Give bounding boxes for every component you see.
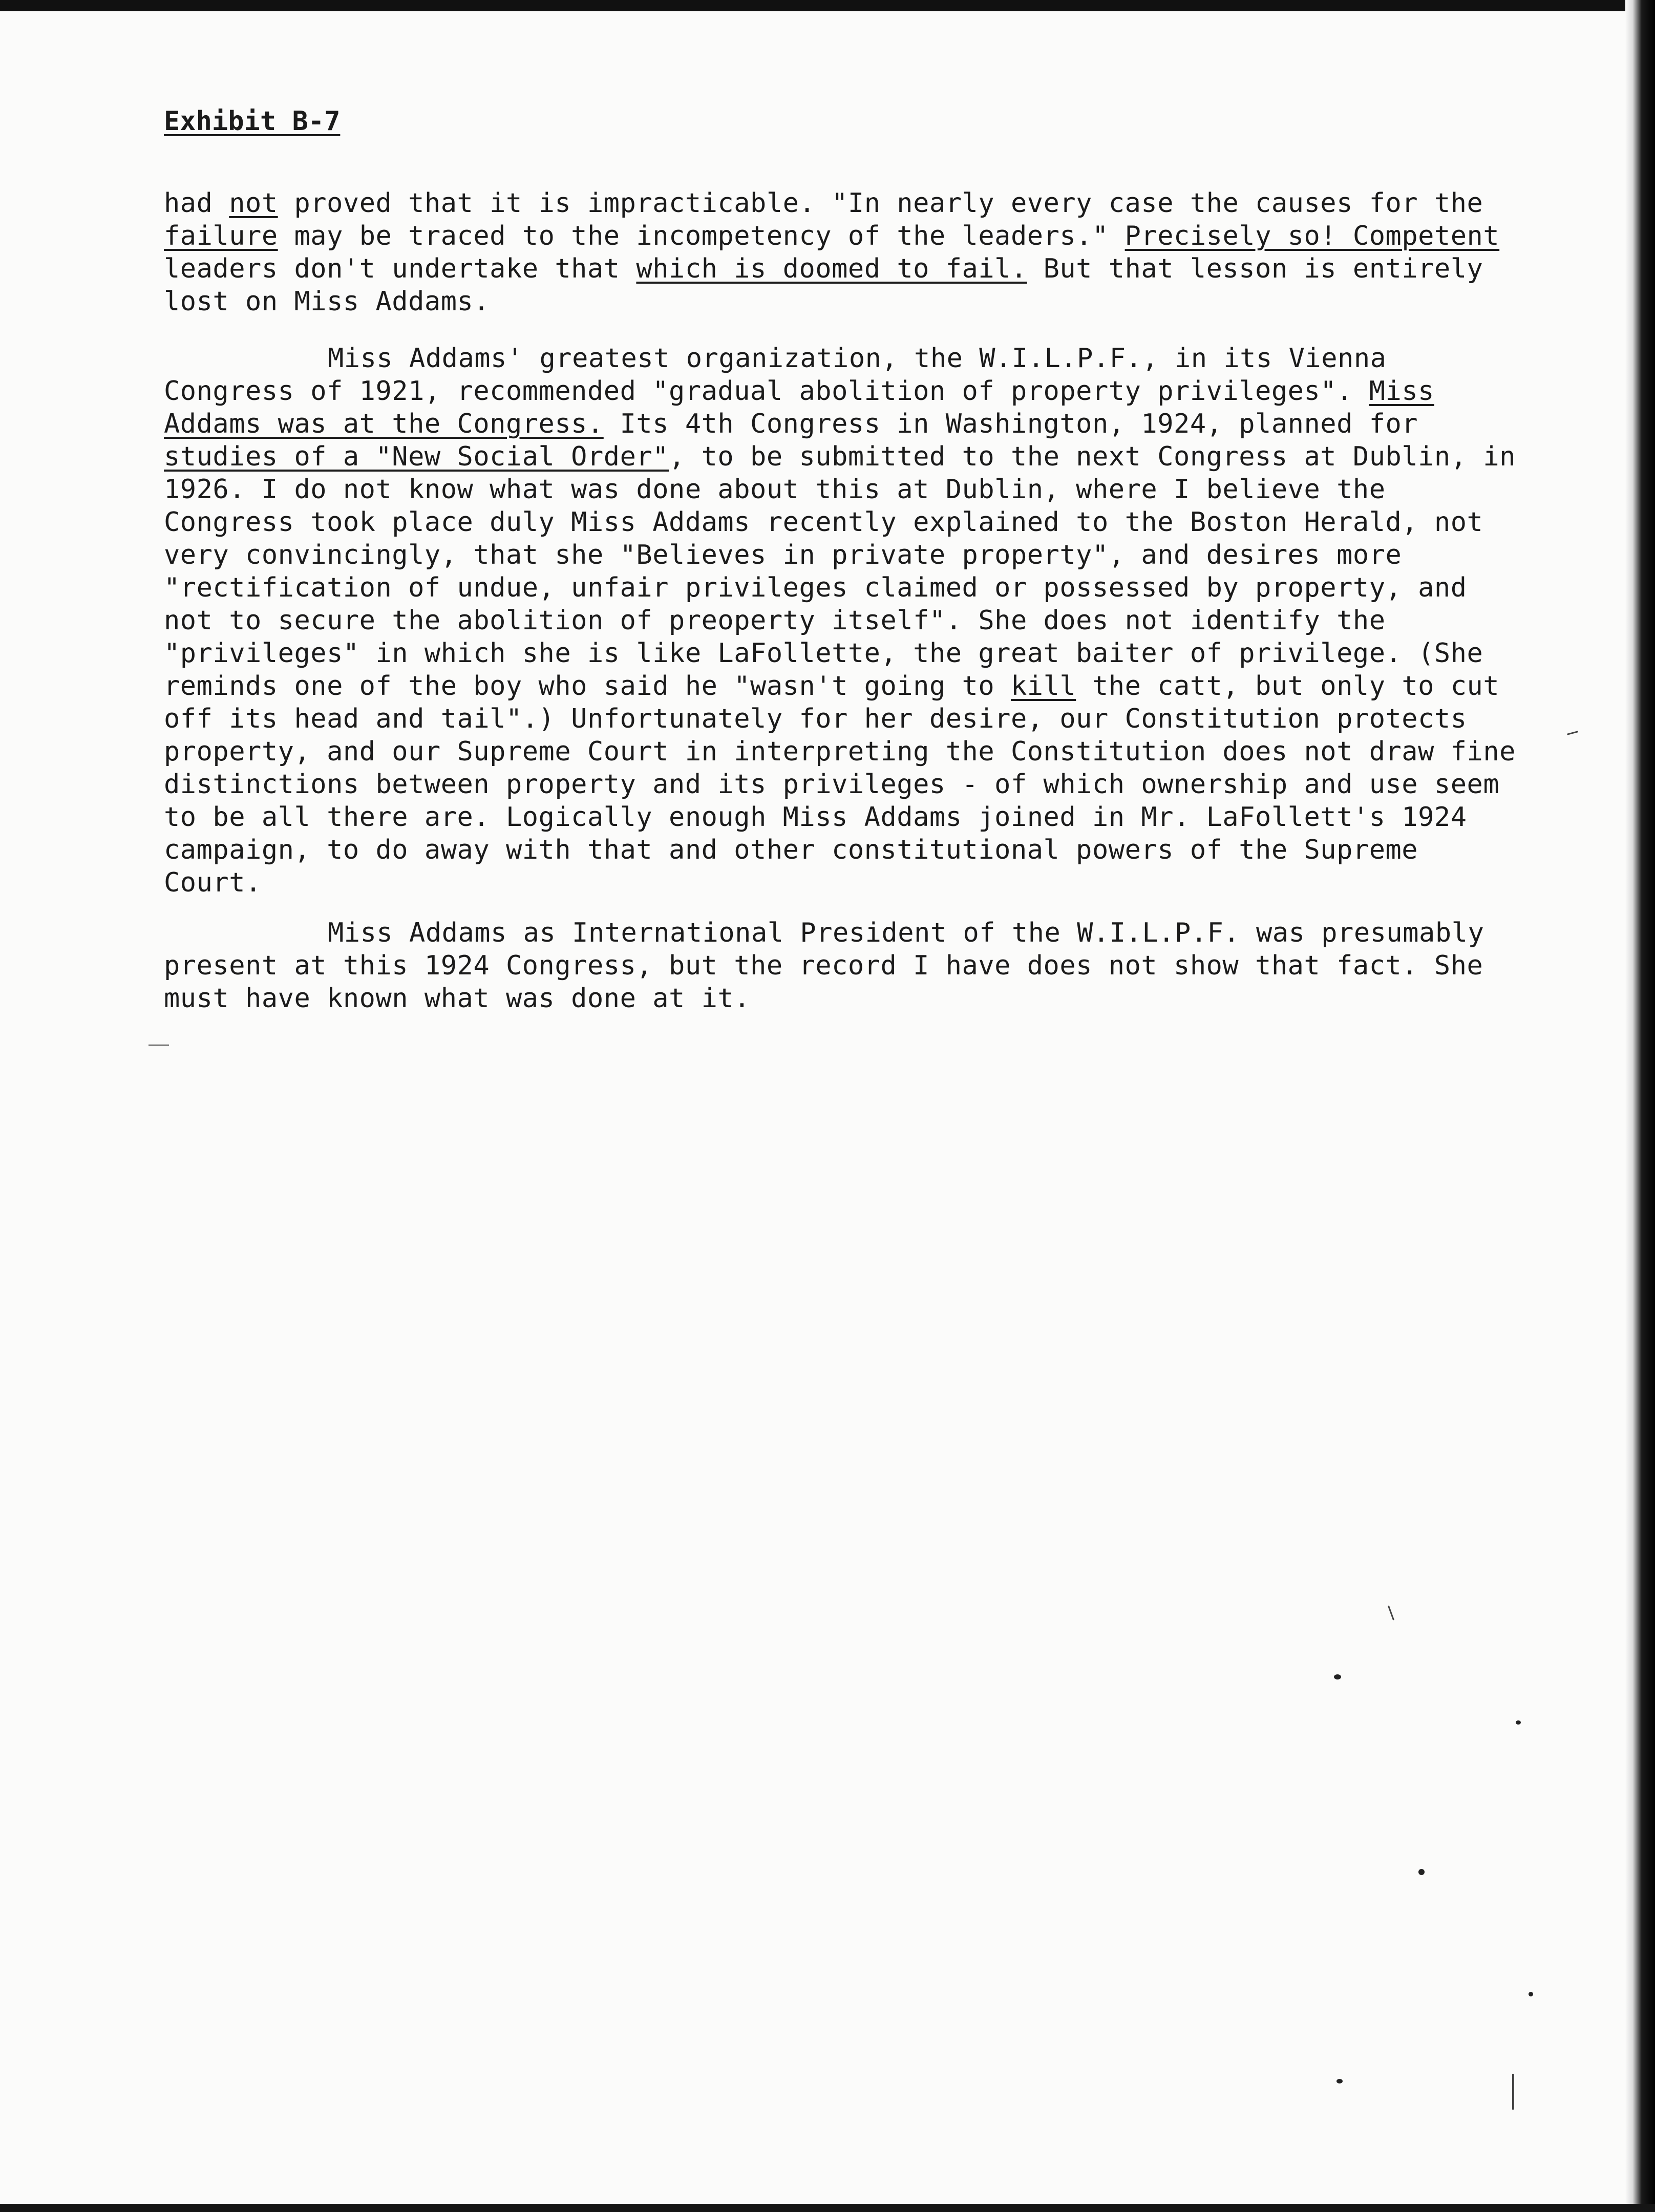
- scan-mark: [148, 1045, 169, 1046]
- p1-underlined-4: which is doomed to fail.: [636, 253, 1027, 284]
- p1-text-3: may be traced to the incompetency of the leaders.": [278, 221, 1125, 251]
- p2-underlined-1: Miss Addams was at the Congress.: [164, 376, 1434, 439]
- p2-underlined-2: studies of a "New Social Order": [164, 441, 669, 472]
- scan-speck: [1418, 1869, 1425, 1875]
- p1-underlined-2: failure: [164, 221, 278, 251]
- p2-text-3: , to be submitted to the next Congress at Dublin, in 1926. I do not know what was done about this at Dublin, where I believe the Congress took place duly Miss Addams recently explained to the Boston Herald, not very convincingly, that she "Believes in private property", and desires more "rectification of undue, unfair privileges claimed or possessed by property, and not to secure the abolition of preoperty itself". She does not identify the "privileges" in which she is like LaFollette, the great baiter of privilege. (She reminds one of the boy who said he "wasn't going to: [164, 441, 1516, 701]
- scan-speck: [1516, 1720, 1521, 1725]
- scan-mark: [1567, 731, 1578, 735]
- p1-text-5: But that lesson is entirely lost on Miss Addams.: [164, 253, 1483, 317]
- p1-underlined-1: not: [229, 188, 278, 219]
- exhibit-label: Exhibit B-7: [164, 106, 341, 137]
- paragraph-1: [164, 187, 1516, 318]
- scan-top-edge: [0, 0, 1655, 11]
- scan-speck: [1336, 2079, 1343, 2083]
- p2-text-4: the catt, but only to cut off its head and tail".) Unfortunately for her desire, our Constitution protects property, and our Supreme Court in interpreting the Constitution does not draw fine distinctions between property and its privileges - of which ownership and use seem to be all there are. Logically enough Miss Addams joined in Mr. LaFollett's 1924 campaign, to do away with that and other constitutional powers of the Supreme Court.: [164, 671, 1516, 898]
- paragraph-2: [164, 342, 1516, 899]
- p1-text-1: had: [164, 188, 229, 219]
- p1-text-4: leaders don't undertake that: [164, 253, 636, 284]
- scan-bottom-edge: [0, 2204, 1655, 2212]
- paragraph-3: Miss Addams as International President of the W.I.L.P.F. was presumably present at this 1924 Congress, but the record I have does not show that fact. She must have known what was done at it.: [164, 918, 1484, 1014]
- scan-right-edge: [1625, 0, 1655, 2212]
- p1-text-2: proved that it is impracticable. "In nearly every case the causes for the: [278, 188, 1483, 219]
- scan-mark: [1512, 2074, 1514, 2110]
- p1-underlined-3: Precisely so! Competent: [1124, 221, 1500, 251]
- scan-speck: [1334, 1674, 1341, 1679]
- p2-underlined-3: kill: [1010, 671, 1076, 701]
- p2-text-1: Miss Addams' greatest organization, the W.I.L.P.F., in its Vienna Congress of 1921, recommended "gradual abolition of property privileges".: [164, 343, 1387, 407]
- p2-text-2: Its 4th Congress in Washington, 1924, planned for: [603, 409, 1418, 439]
- scan-mark: [1388, 1605, 1394, 1620]
- scan-speck: [1529, 1992, 1533, 1996]
